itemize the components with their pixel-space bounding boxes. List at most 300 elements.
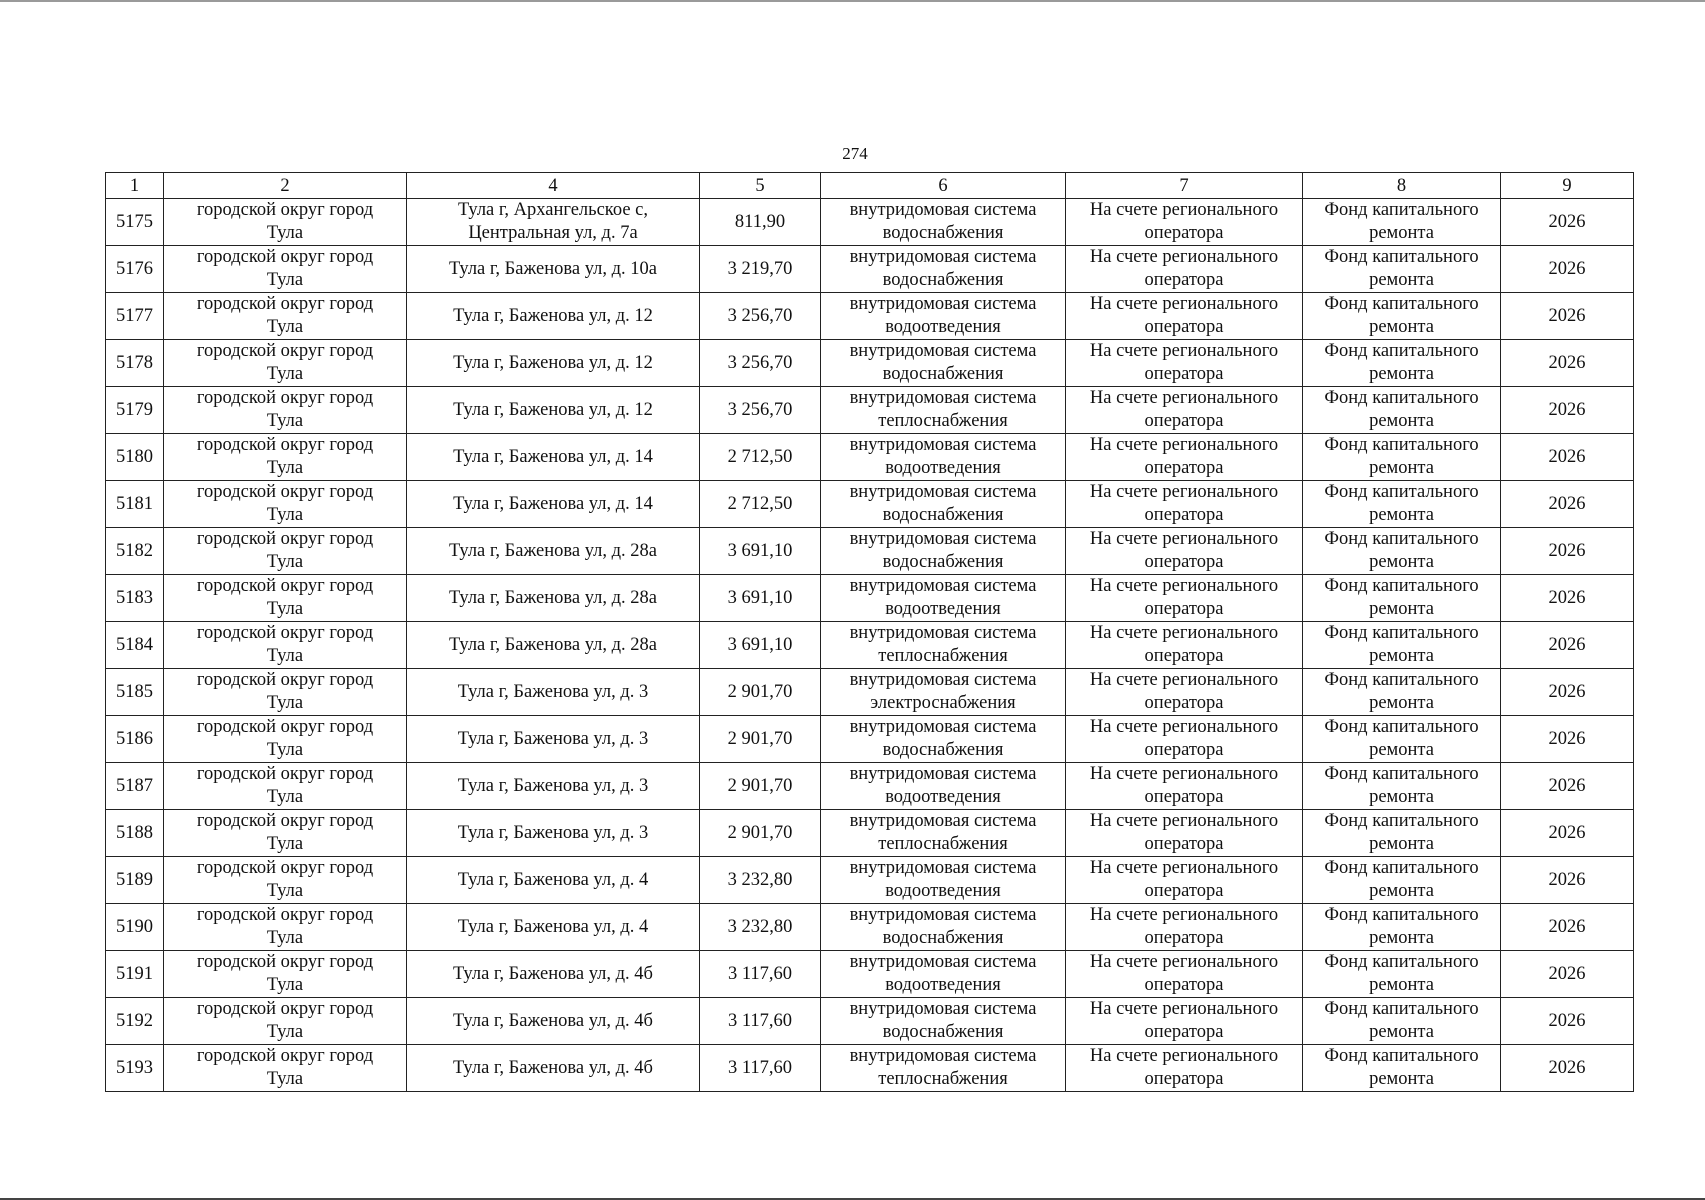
cell-line: ремонта [1369, 1022, 1434, 1042]
funding-source-cell [1303, 1045, 1501, 1092]
cell-line: оператора [1144, 364, 1224, 384]
column-header: 1 [106, 173, 164, 199]
cell-line: На счете регионального [1089, 717, 1279, 737]
cell-line: городской округ город [196, 435, 374, 455]
area-cell: 3 232,80 [700, 904, 821, 951]
cell-line: На счете регионального [1089, 623, 1279, 643]
cell-line: внутридомовая система [849, 200, 1037, 220]
cell-line: На счете регионального [1089, 435, 1279, 455]
funding-source-cell [1303, 810, 1501, 857]
cell-line: Тула г, Баженова ул, д. 14 [453, 493, 653, 514]
cell-line: теплоснабжения [878, 834, 1008, 854]
cell-line: городской округ город [196, 482, 374, 502]
cell-line: Фонд капитального [1324, 435, 1479, 455]
table-row [106, 951, 1634, 998]
address-cell [407, 246, 700, 293]
year-cell: 2026 [1501, 481, 1634, 528]
cell-line: внутридомовая система [849, 294, 1037, 314]
cell-line: ремонта [1369, 364, 1434, 384]
cell-line: внутридомовая система [849, 341, 1037, 361]
cell-line: оператора [1144, 787, 1224, 807]
cell-line: Тула [266, 411, 304, 431]
area-cell: 3 219,70 [700, 246, 821, 293]
area-cell: 3 117,60 [700, 998, 821, 1045]
cell-line: ремонта [1369, 834, 1434, 854]
cell-line: Фонд капитального [1324, 858, 1479, 878]
cell-line: оператора [1144, 599, 1224, 619]
cell-line: оператора [1144, 834, 1224, 854]
table-row [106, 340, 1634, 387]
cell-line: городской округ город [196, 341, 374, 361]
engineering-system-cell [821, 716, 1066, 763]
cell-line: городской округ город [196, 1046, 374, 1066]
cell-line: Тула [266, 458, 304, 478]
cell-line: Тула [266, 787, 304, 807]
cell-line: Тула [266, 599, 304, 619]
municipality-cell [164, 199, 407, 246]
cell-line: водоотведения [885, 458, 1001, 478]
cell-line: городской округ город [196, 999, 374, 1019]
fund-account-cell [1066, 622, 1303, 669]
cell-line: На счете регионального [1089, 576, 1279, 596]
cell-line: водоснабжения [882, 223, 1004, 243]
cell-line: Фонд капитального [1324, 670, 1479, 690]
cell-line: Фонд капитального [1324, 999, 1479, 1019]
cell-line: ремонта [1369, 1069, 1434, 1089]
table-row [106, 904, 1634, 951]
cell-line: ремонта [1369, 787, 1434, 807]
cell-line: внутридомовая система [849, 1046, 1037, 1066]
cell-line: На счете регионального [1089, 529, 1279, 549]
engineering-system-cell [821, 528, 1066, 575]
address-cell [407, 481, 700, 528]
cell-line: Тула [266, 505, 304, 525]
table-row [106, 998, 1634, 1045]
cell-line: Тула г, Баженова ул, д. 4 [457, 916, 649, 937]
cell-line: оператора [1144, 740, 1224, 760]
cell-line: Тула г, Баженова ул, д. 12 [453, 352, 653, 373]
cell-line: ремонта [1369, 552, 1434, 572]
cell-line: Тула г, Баженова ул, д. 4б [453, 1010, 653, 1031]
funding-source-cell [1303, 340, 1501, 387]
year-cell: 2026 [1501, 998, 1634, 1045]
cell-line: внутридомовая система [849, 529, 1037, 549]
table-row [106, 763, 1634, 810]
cell-line: водоотведения [885, 317, 1001, 337]
cell-line: Центральная ул, д. 7а [468, 223, 638, 243]
municipality-cell [164, 528, 407, 575]
address-cell [407, 1045, 700, 1092]
municipality-cell [164, 763, 407, 810]
cell-line: внутридомовая система [849, 952, 1037, 972]
area-cell: 3 691,10 [700, 622, 821, 669]
address-cell [407, 387, 700, 434]
table-row [106, 528, 1634, 575]
table-row [106, 1045, 1634, 1092]
cell-line: внутридомовая система [849, 247, 1037, 267]
cell-line: городской округ город [196, 952, 374, 972]
row-number-cell: 5190 [106, 904, 164, 951]
cell-line: ремонта [1369, 975, 1434, 995]
funding-source-cell [1303, 716, 1501, 763]
area-cell: 2 712,50 [700, 434, 821, 481]
municipality-cell [164, 857, 407, 904]
area-cell: 3 691,10 [700, 528, 821, 575]
cell-line: водоснабжения [882, 1022, 1004, 1042]
cell-line: На счете регионального [1089, 670, 1279, 690]
column-header: 5 [700, 173, 821, 199]
cell-line: внутридомовая система [849, 670, 1037, 690]
cell-line: На счете регионального [1089, 905, 1279, 925]
cell-line: городской округ город [196, 247, 374, 267]
engineering-system-cell [821, 622, 1066, 669]
area-cell: 2 901,70 [700, 810, 821, 857]
funding-source-cell [1303, 669, 1501, 716]
cell-line: Фонд капитального [1324, 952, 1479, 972]
year-cell: 2026 [1501, 763, 1634, 810]
cell-line: Фонд капитального [1324, 247, 1479, 267]
cell-line: городской округ город [196, 529, 374, 549]
cell-line: Тула г, Баженова ул, д. 3 [457, 822, 649, 843]
cell-line: водоснабжения [882, 364, 1004, 384]
address-cell [407, 904, 700, 951]
cell-line: оператора [1144, 881, 1224, 901]
year-cell: 2026 [1501, 246, 1634, 293]
column-header: 6 [821, 173, 1066, 199]
row-number-cell: 5191 [106, 951, 164, 998]
fund-account-cell [1066, 669, 1303, 716]
funding-source-cell [1303, 951, 1501, 998]
cell-line: Тула [266, 928, 304, 948]
funding-source-cell [1303, 857, 1501, 904]
cell-line: оператора [1144, 458, 1224, 478]
cell-line: Тула г, Баженова ул, д. 14 [453, 446, 653, 467]
municipality-cell [164, 246, 407, 293]
funding-source-cell [1303, 622, 1501, 669]
cell-line: ремонта [1369, 270, 1434, 290]
year-cell: 2026 [1501, 199, 1634, 246]
municipality-cell [164, 387, 407, 434]
column-header: 2 [164, 173, 407, 199]
cell-line: внутридомовая система [849, 623, 1037, 643]
cell-line: водоснабжения [882, 505, 1004, 525]
cell-line: водоснабжения [882, 928, 1004, 948]
cell-line: Тула [266, 646, 304, 666]
cell-line: Тула [266, 364, 304, 384]
funding-source-cell [1303, 763, 1501, 810]
cell-line: теплоснабжения [878, 1069, 1008, 1089]
cell-line: городской округ город [196, 858, 374, 878]
table-row [106, 434, 1634, 481]
fund-account-cell [1066, 904, 1303, 951]
cell-line: оператора [1144, 505, 1224, 525]
cell-line: теплоснабжения [878, 411, 1008, 431]
engineering-system-cell [821, 857, 1066, 904]
municipality-cell [164, 481, 407, 528]
cell-line: На счете регионального [1089, 952, 1279, 972]
engineering-system-cell [821, 340, 1066, 387]
fund-account-cell [1066, 434, 1303, 481]
engineering-system-cell [821, 387, 1066, 434]
address-cell [407, 340, 700, 387]
cell-line: городской округ город [196, 576, 374, 596]
address-cell [407, 716, 700, 763]
cell-line: Тула г, Баженова ул, д. 4б [453, 963, 653, 984]
row-number-cell: 5193 [106, 1045, 164, 1092]
cell-line: теплоснабжения [878, 646, 1008, 666]
row-number-cell: 5192 [106, 998, 164, 1045]
cell-line: Фонд капитального [1324, 388, 1479, 408]
cell-line: Тула г, Баженова ул, д. 3 [457, 681, 649, 702]
cell-line: ремонта [1369, 693, 1434, 713]
cell-line: Тула г, Баженова ул, д. 3 [457, 775, 649, 796]
engineering-system-cell [821, 293, 1066, 340]
cell-line: оператора [1144, 975, 1224, 995]
cell-line: На счете регионального [1089, 1046, 1279, 1066]
table-row [106, 293, 1634, 340]
fund-account-cell [1066, 716, 1303, 763]
year-cell: 2026 [1501, 434, 1634, 481]
row-number-cell: 5189 [106, 857, 164, 904]
engineering-system-cell [821, 246, 1066, 293]
fund-account-cell [1066, 951, 1303, 998]
table-body [106, 173, 1634, 1092]
cell-line: внутридомовая система [849, 576, 1037, 596]
cell-line: городской округ город [196, 388, 374, 408]
year-cell: 2026 [1501, 622, 1634, 669]
area-cell: 2 901,70 [700, 669, 821, 716]
row-number-cell: 5176 [106, 246, 164, 293]
row-number-cell: 5184 [106, 622, 164, 669]
municipality-cell [164, 293, 407, 340]
fund-account-cell [1066, 763, 1303, 810]
cell-line: ремонта [1369, 505, 1434, 525]
area-cell: 2 901,70 [700, 763, 821, 810]
table-row [106, 810, 1634, 857]
cell-line: Тула г, Баженова ул, д. 10а [449, 258, 657, 279]
year-cell: 2026 [1501, 293, 1634, 340]
table-row [106, 622, 1634, 669]
engineering-system-cell [821, 763, 1066, 810]
row-number-cell: 5188 [106, 810, 164, 857]
cell-line: оператора [1144, 646, 1224, 666]
table-row [106, 669, 1634, 716]
cell-line: ремонта [1369, 411, 1434, 431]
funding-source-cell [1303, 199, 1501, 246]
cell-line: ремонта [1369, 928, 1434, 948]
year-cell: 2026 [1501, 340, 1634, 387]
municipality-cell [164, 622, 407, 669]
funding-source-cell [1303, 293, 1501, 340]
cell-line: Фонд капитального [1324, 482, 1479, 502]
cell-line: оператора [1144, 693, 1224, 713]
cell-line: внутридомовая система [849, 388, 1037, 408]
cell-line: оператора [1144, 928, 1224, 948]
cell-line: Фонд капитального [1324, 341, 1479, 361]
funding-source-cell [1303, 481, 1501, 528]
year-cell: 2026 [1501, 857, 1634, 904]
funding-source-cell [1303, 575, 1501, 622]
row-number-cell: 5185 [106, 669, 164, 716]
cell-line: водоотведения [885, 599, 1001, 619]
municipality-cell [164, 1045, 407, 1092]
engineering-system-cell [821, 1045, 1066, 1092]
row-number-cell: 5183 [106, 575, 164, 622]
fund-account-cell [1066, 1045, 1303, 1092]
year-cell: 2026 [1501, 528, 1634, 575]
cell-line: Тула [266, 1022, 304, 1042]
funding-source-cell [1303, 904, 1501, 951]
cell-line: городской округ город [196, 623, 374, 643]
cell-line: внутридомовая система [849, 435, 1037, 455]
address-cell [407, 763, 700, 810]
cell-line: Тула г, Баженова ул, д. 12 [453, 305, 653, 326]
page-number: 274 [842, 144, 868, 163]
cell-line: ремонта [1369, 881, 1434, 901]
fund-account-cell [1066, 998, 1303, 1045]
column-header: 7 [1066, 173, 1303, 199]
funding-source-cell [1303, 387, 1501, 434]
row-number-cell: 5186 [106, 716, 164, 763]
cell-line: Тула г, Баженова ул, д. 28а [449, 540, 657, 561]
cell-line: Тула [266, 975, 304, 995]
cell-line: внутридомовая система [849, 811, 1037, 831]
cell-line: внутридомовая система [849, 905, 1037, 925]
engineering-system-cell [821, 199, 1066, 246]
engineering-system-cell [821, 810, 1066, 857]
row-number-cell: 5180 [106, 434, 164, 481]
top-rule [0, 0, 1705, 2]
fund-account-cell [1066, 528, 1303, 575]
cell-line: На счете регионального [1089, 999, 1279, 1019]
municipality-cell [164, 716, 407, 763]
cell-line: На счете регионального [1089, 482, 1279, 502]
fund-account-cell [1066, 293, 1303, 340]
year-cell: 2026 [1501, 575, 1634, 622]
municipality-cell [164, 340, 407, 387]
engineering-system-cell [821, 951, 1066, 998]
fund-account-cell [1066, 387, 1303, 434]
cell-line: Фонд капитального [1324, 200, 1479, 220]
municipality-cell [164, 810, 407, 857]
cell-line: водоснабжения [882, 740, 1004, 760]
cell-line: городской округ город [196, 905, 374, 925]
cell-line: ремонта [1369, 599, 1434, 619]
cell-line: городской округ город [196, 811, 374, 831]
cell-line: водоотведения [885, 881, 1001, 901]
cell-line: Тула г, Архангельское с, [458, 200, 648, 220]
funding-source-cell [1303, 528, 1501, 575]
year-cell: 2026 [1501, 810, 1634, 857]
cell-line: Фонд капитального [1324, 764, 1479, 784]
cell-line: Тула г, Баженова ул, д. 4б [453, 1057, 653, 1078]
address-cell [407, 951, 700, 998]
cell-line: городской округ город [196, 670, 374, 690]
year-cell: 2026 [1501, 716, 1634, 763]
address-cell [407, 575, 700, 622]
fund-account-cell [1066, 481, 1303, 528]
column-header: 4 [407, 173, 700, 199]
funding-source-cell [1303, 434, 1501, 481]
fund-account-cell [1066, 340, 1303, 387]
table-row [106, 387, 1634, 434]
cell-line: ремонта [1369, 317, 1434, 337]
area-cell: 2 901,70 [700, 716, 821, 763]
area-cell: 3 691,10 [700, 575, 821, 622]
cell-line: ремонта [1369, 223, 1434, 243]
table-row [106, 246, 1634, 293]
column-header: 8 [1303, 173, 1501, 199]
engineering-system-cell [821, 998, 1066, 1045]
funding-source-cell [1303, 998, 1501, 1045]
year-cell: 2026 [1501, 951, 1634, 998]
cell-line: оператора [1144, 1022, 1224, 1042]
funding-source-cell [1303, 246, 1501, 293]
cell-line: ремонта [1369, 458, 1434, 478]
cell-line: Тула [266, 270, 304, 290]
year-cell: 2026 [1501, 387, 1634, 434]
row-number-cell: 5177 [106, 293, 164, 340]
area-cell: 3 256,70 [700, 340, 821, 387]
engineering-system-cell [821, 669, 1066, 716]
cell-line: На счете регионального [1089, 200, 1279, 220]
cell-line: водоотведения [885, 787, 1001, 807]
cell-line: оператора [1144, 411, 1224, 431]
cell-line: внутридомовая система [849, 717, 1037, 737]
address-cell [407, 810, 700, 857]
cell-line: На счете регионального [1089, 247, 1279, 267]
cell-line: оператора [1144, 317, 1224, 337]
municipality-cell [164, 904, 407, 951]
cell-line: внутридомовая система [849, 858, 1037, 878]
row-number-cell: 5175 [106, 199, 164, 246]
municipality-cell [164, 575, 407, 622]
address-cell [407, 669, 700, 716]
header-row [106, 173, 1634, 199]
cell-line: Тула г, Баженова ул, д. 28а [449, 634, 657, 655]
year-cell: 2026 [1501, 904, 1634, 951]
cell-line: Тула г, Баженова ул, д. 12 [453, 399, 653, 420]
cell-line: Фонд капитального [1324, 1046, 1479, 1066]
engineering-system-cell [821, 434, 1066, 481]
address-cell [407, 199, 700, 246]
cell-line: Тула [266, 223, 304, 243]
area-cell: 3 256,70 [700, 293, 821, 340]
cell-line: Тула г, Баженова ул, д. 28а [449, 587, 657, 608]
address-cell [407, 434, 700, 481]
address-cell [407, 528, 700, 575]
cell-line: ремонта [1369, 646, 1434, 666]
municipality-cell [164, 434, 407, 481]
area-cell: 811,90 [700, 199, 821, 246]
cell-line: городской округ город [196, 764, 374, 784]
cell-line: оператора [1144, 1069, 1224, 1089]
cell-line: водоснабжения [882, 552, 1004, 572]
cell-line: внутридомовая система [849, 764, 1037, 784]
area-cell: 3 117,60 [700, 951, 821, 998]
row-number-cell: 5181 [106, 481, 164, 528]
cell-line: городской округ город [196, 717, 374, 737]
cell-line: Тула [266, 693, 304, 713]
address-cell [407, 293, 700, 340]
cell-line: Тула [266, 881, 304, 901]
row-number-cell: 5187 [106, 763, 164, 810]
municipality-cell [164, 669, 407, 716]
cell-line: Фонд капитального [1324, 717, 1479, 737]
fund-account-cell [1066, 575, 1303, 622]
engineering-system-cell [821, 481, 1066, 528]
area-cell: 3 232,80 [700, 857, 821, 904]
